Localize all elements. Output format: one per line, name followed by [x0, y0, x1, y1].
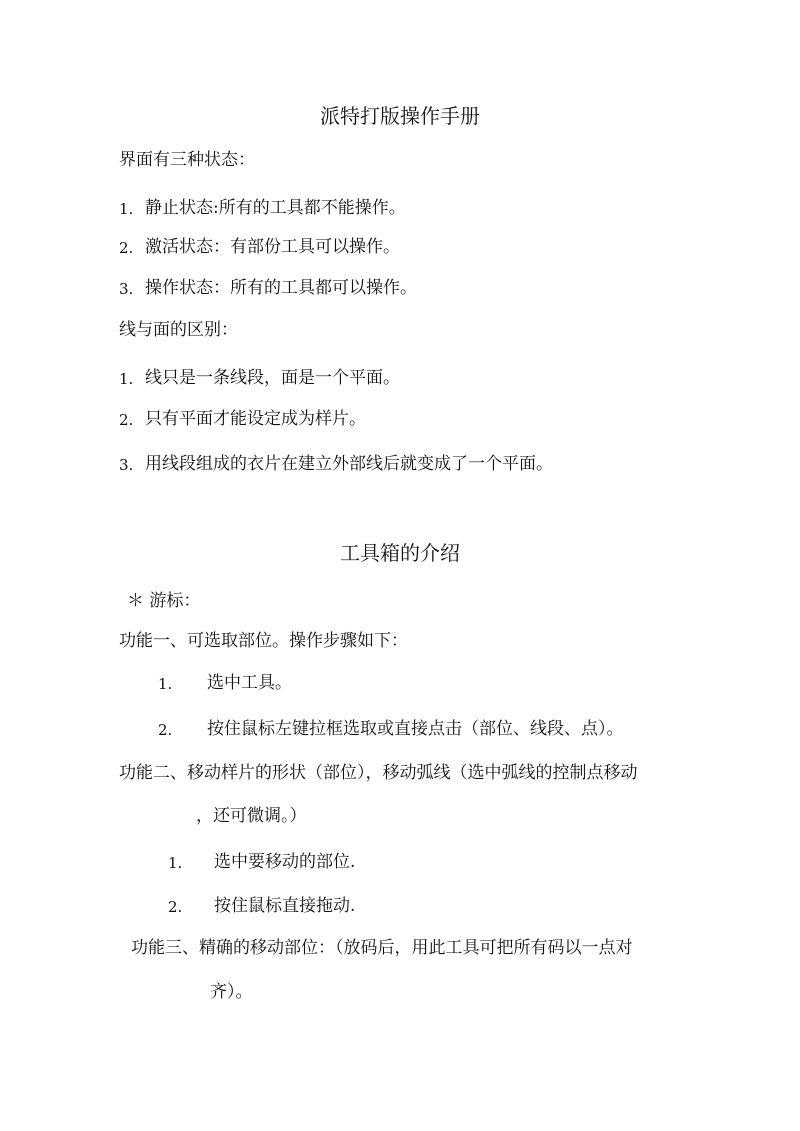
manual-title: 派特打版操作手册: [320, 104, 480, 128]
list-text: 按住鼠标左键拉框选取或直接点击（部位、线段、点）。: [207, 719, 624, 739]
line-face-heading: 线与面的区别：: [119, 320, 238, 340]
function-two-text-line1: 功能二、移动样片的形状（部位），移动弧线（选中弧线的控制点移动: [119, 763, 638, 783]
list-text: 按住鼠标直接拖动.: [214, 896, 356, 916]
list-number: 1.: [119, 200, 134, 218]
cursor-label: ＊ 游标：: [127, 591, 201, 611]
toolbox-title: 工具箱的介绍: [340, 541, 460, 565]
list-text: 激活状态：有部份工具可以操作。: [145, 237, 400, 257]
list-number: 1.: [119, 370, 134, 388]
list-number: 1.: [158, 675, 173, 693]
list-number: 2.: [168, 898, 183, 916]
function-three-text-line2: 齐）。: [210, 982, 253, 1002]
interface-states-heading: 界面有三种状态：: [119, 150, 255, 170]
list-number: 3.: [119, 456, 134, 474]
function-three-text-line1: 功能三、精确的移动部位：（放码后，用此工具可把所有码以一点对: [131, 938, 633, 958]
list-number: 2.: [158, 721, 173, 739]
function-two-text-line2: ，还可微调。）: [196, 806, 307, 826]
list-text: 只有平面才能设定成为样片。: [145, 409, 366, 429]
function-one-text: 功能一、可选取部位。操作步骤如下：: [119, 631, 408, 651]
list-text: 用线段组成的衣片在建立外部线后就变成了一个平面。: [145, 454, 553, 474]
list-number: 2.: [119, 411, 134, 429]
list-number: 1.: [168, 854, 183, 872]
list-number: 2.: [119, 239, 134, 257]
list-text: 静止状态:所有的工具都不能操作。: [145, 198, 406, 218]
list-text: 选中要移动的部位.: [214, 852, 356, 872]
list-text: 操作状态：所有的工具都可以操作。: [145, 278, 417, 298]
list-text: 选中工具。: [207, 673, 292, 693]
list-text: 线只是一条线段，面是一个平面。: [145, 368, 400, 388]
list-number: 3.: [119, 280, 134, 298]
